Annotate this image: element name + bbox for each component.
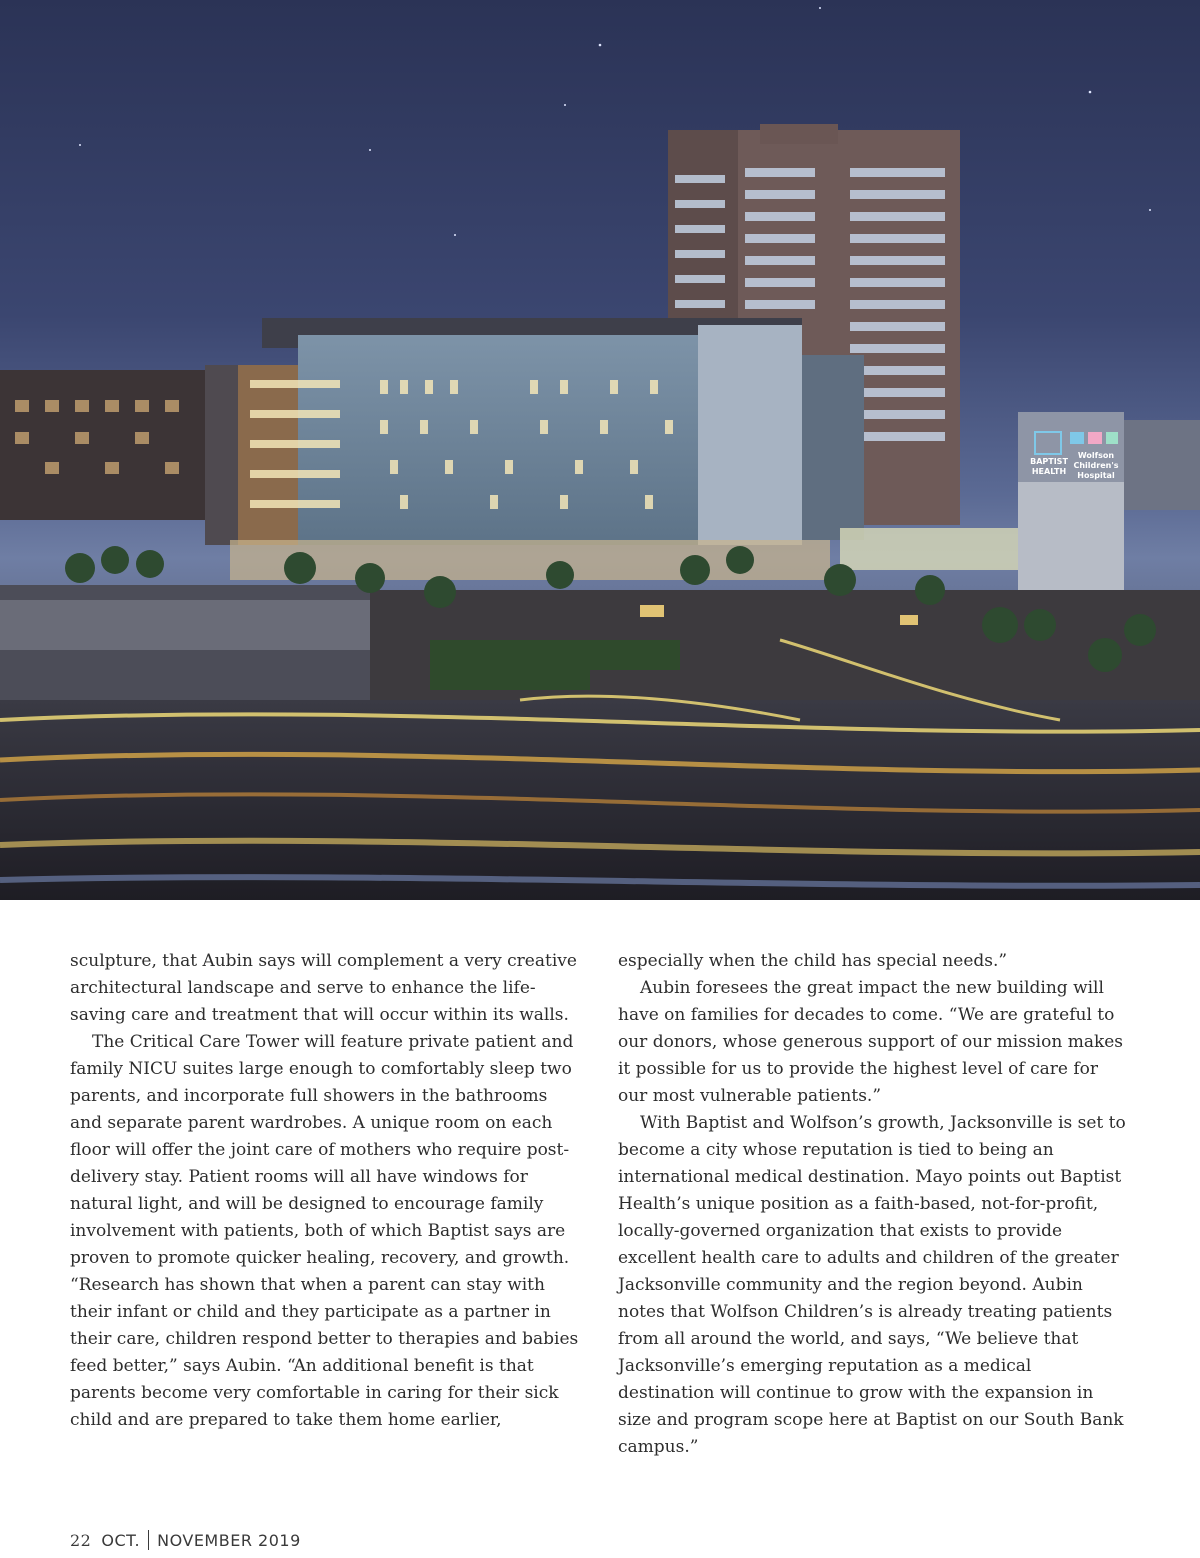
article-body <box>70 948 1130 1461</box>
paragraph: especially when the child has special needs.” <box>618 951 1008 971</box>
left-building <box>0 370 210 520</box>
stars <box>79 7 1151 236</box>
article-column-right <box>618 948 1130 1461</box>
footer-divider <box>148 1530 149 1550</box>
paragraph: sculpture, that Aubin says will complement a very creative architectural landscape and serve to enhance the life-saving care and treatment that will occur within its walls. <box>70 951 577 1025</box>
issue-month-right: NOVEMBER 2019 <box>157 1530 301 1550</box>
sign-wolfson-line2: Children's <box>1073 461 1119 470</box>
foreground-roof <box>0 600 370 650</box>
sign-wolfson-line1: Wolfson <box>1077 451 1115 460</box>
article-column-left <box>70 948 582 1461</box>
page-footer <box>70 1530 301 1550</box>
paragraph: The Critical Care Tower will feature private patient and family NICU suites large enough to comfortably sleep two parents, and incorporate full showers in the bathrooms and separate parent wardrobes. A unique room on each floor will offer the joint care of mothers who require post-delivery stay. Patient rooms will all have windows for natural light, and will be designed to encourage family involvement with patients, both of which Baptist says are proven to promote quicker healing, recovery, and growth. “Research has shown that when a parent can stay with their infant or child and they participate as a partner in their care, children respond better to therapies and babies feed better,” says Aubin. “An additional benefit is that parents become very comfortable in caring for their sick child and are prepared to take them home earlier, <box>70 1032 579 1430</box>
sign-baptist-line2: HEALTH <box>1031 467 1067 476</box>
sign-baptist-line1: BAPTIST <box>1030 457 1068 466</box>
page-number: 22 <box>70 1530 92 1550</box>
issue-month-left: OCT. <box>101 1530 141 1550</box>
sign-wolfson-line3: Hospital <box>1077 471 1115 480</box>
critical-care-tower <box>205 318 864 580</box>
paragraph: With Baptist and Wolfson’s growth, Jacksonville is set to become a city whose reputation is tied to being an international medical destination. Mayo points out Baptist Health’s unique position as a faith-based, not-for-profit, locally-governed organization that exists to provide excellent health care to adults and children of the greater Jacksonville community and the region beyond. Aubin notes that Wolfson Children’s is already treating patients from all around the world, and says, “We believe that Jacksonville’s emerging reputation as a medical destination will continue to grow with the expansion in size and program scope here at Baptist on our South Bank campus.” <box>618 1113 1126 1457</box>
paragraph: Aubin foresees the great impact the new building will have on families for decades to come. “We are grateful to our donors, whose generous support of our mission makes it possible for us to provide the highest level of care for our most vulnerable patients.” <box>618 978 1124 1106</box>
